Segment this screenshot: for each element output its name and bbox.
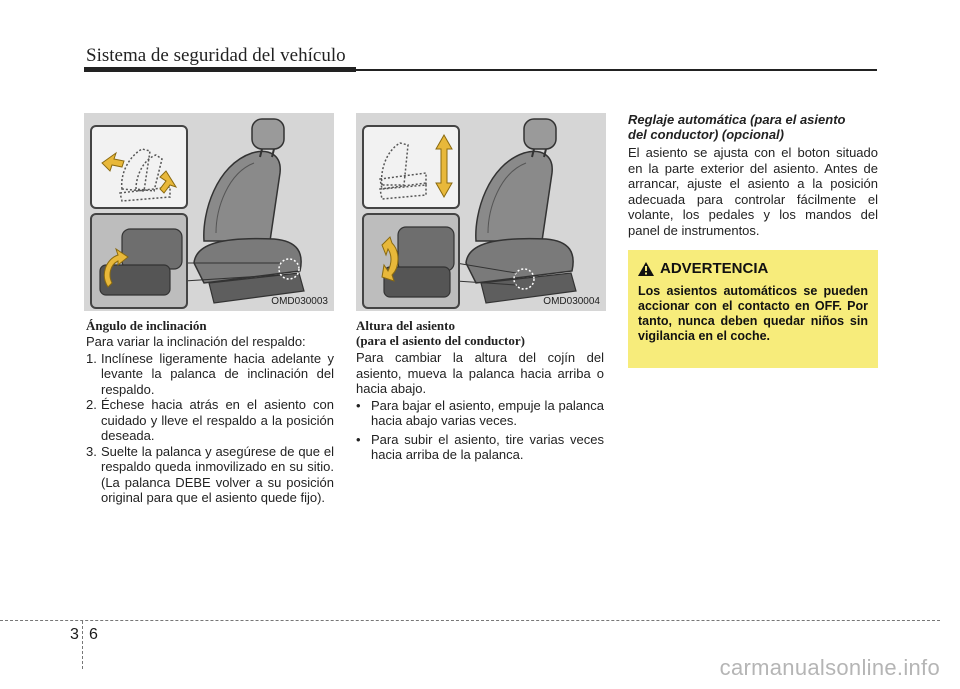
list-item (86, 444, 334, 506)
recline-steps (86, 351, 334, 506)
step-number: 3. (86, 443, 97, 459)
recline-lever-icon (92, 215, 186, 307)
step-text: Inclínese ligeramente hacia adelante y levante la palanca de inclinación del respaldo. (101, 350, 334, 397)
inset-height-lever (362, 213, 460, 309)
warning-header (638, 260, 768, 277)
warning-box (628, 250, 878, 368)
header-rule-thick (84, 67, 356, 72)
step-number: 2. (86, 397, 97, 412)
list-item (86, 397, 334, 444)
page-number: 6 (89, 626, 98, 643)
height-title-line2: (para el asiento del conductor) (356, 333, 525, 348)
page-chapter: 3 (70, 626, 79, 643)
figure-code: OMD030004 (543, 296, 600, 307)
footer-divider (82, 621, 83, 669)
list-item (86, 351, 334, 398)
height-motion-icon (364, 127, 458, 207)
height-intro: Para cambiar la altura del cojín del asiento, mueva la palanca hacia arriba o hacia abajo. (356, 350, 604, 396)
recline-motion-icon (92, 127, 186, 207)
inset-recline-motion (90, 125, 188, 209)
auto-text: El asiento se ajusta con el boton situado en la parte exterior del asiento. Antes de arrancar, ajuste el asiento a la posición adecuada para controlar fácilmente el volante, los pedales y los mandos del panel de instrumentos. (628, 145, 878, 238)
auto-title-line1: Reglaje automática (para el asiento (628, 112, 846, 127)
bullet-icon: • (356, 397, 361, 413)
list-item (356, 432, 604, 463)
header-title: Sistema de seguridad del vehículo (86, 45, 346, 66)
section-auto (628, 112, 878, 238)
figure-height (356, 113, 606, 311)
warning-title: ADVERTENCIA (660, 260, 769, 277)
figure-code: OMD030003 (271, 296, 328, 307)
bullet-icon: • (356, 431, 361, 447)
bullet-text: Para subir el asiento, tire varias veces hacia arriba de la palanca. (371, 431, 604, 462)
step-text: Suelte la palanca y asegúrese de que el respaldo queda inmovilizado en su sitio. (La palanca DEBE volver a su posición original para que el asiento quede fijo). (101, 443, 334, 505)
warning-triangle-icon (638, 262, 654, 276)
figure-recline (84, 113, 334, 311)
step-number: 1. (86, 350, 97, 366)
recline-title: Ángulo de inclinación (86, 318, 207, 333)
step-text: Échese hacia atrás en el asiento con cuidado y lleve el respaldo a la posición deseada. (101, 397, 334, 443)
header-rule-thin (356, 69, 877, 71)
recline-intro: Para variar la inclinación del respaldo: (86, 334, 306, 349)
height-bullets (356, 398, 604, 463)
footer-rule (0, 620, 940, 621)
warning-text: Los asientos automáticos se pueden accionar con el contacto en OFF. Por tanto, nunca deben quedar niños sin vigilancia en el coche. (638, 284, 868, 343)
bullet-text: Para bajar el asiento, empuje la palanca hacia abajo varias veces. (371, 397, 604, 428)
inset-height-motion (362, 125, 460, 209)
height-title-line1: Altura del asiento (356, 318, 455, 333)
watermark: carmanualsonline.info (719, 655, 940, 680)
height-lever-icon (364, 215, 458, 307)
list-item (356, 398, 604, 429)
inset-recline-lever (90, 213, 188, 309)
section-height (356, 318, 604, 463)
section-recline (86, 318, 334, 506)
auto-title-line2: del conductor) (opcional) (628, 127, 784, 142)
